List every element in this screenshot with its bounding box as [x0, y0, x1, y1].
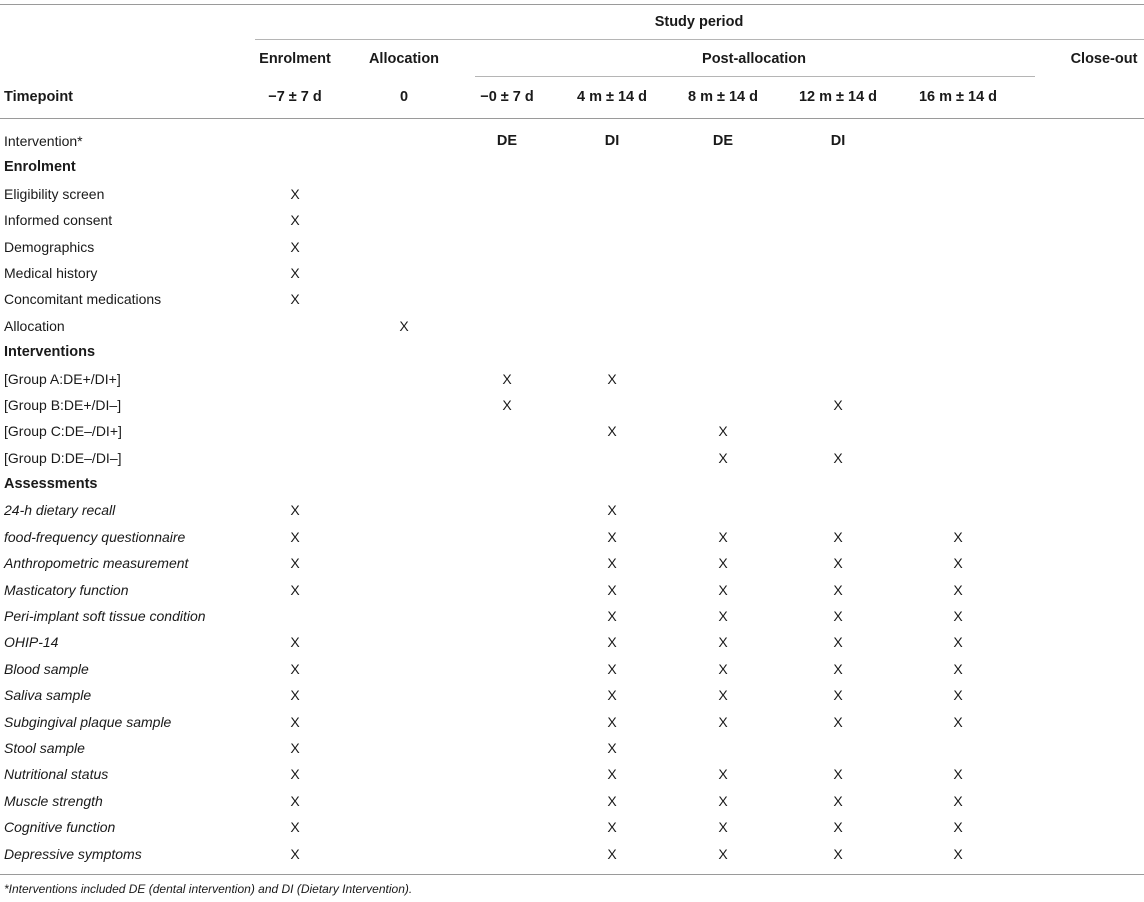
check-mark: X	[607, 634, 617, 651]
check-mark: X	[718, 687, 728, 704]
check-mark: X	[833, 792, 843, 809]
timepoint-post-4: 12 m ± 14 d	[798, 89, 878, 105]
table-row	[0, 128, 1144, 154]
check-mark: X	[953, 819, 963, 836]
check-mark: X	[290, 238, 300, 255]
table-row	[0, 366, 1144, 392]
check-mark: X	[718, 528, 728, 545]
check-mark: X	[399, 317, 409, 334]
check-mark: X	[953, 634, 963, 651]
check-mark: X	[833, 819, 843, 836]
section-row	[0, 339, 1144, 365]
check-mark: X	[833, 845, 843, 862]
row-label: [Group C:DE–/DI+]	[4, 423, 122, 440]
check-mark: X	[290, 819, 300, 836]
row-label: Medical history	[4, 264, 98, 281]
check-mark: X	[290, 555, 300, 572]
check-mark: X	[607, 766, 617, 783]
row-label: Depressive symptoms	[4, 845, 142, 862]
header-timepoint: Timepoint	[4, 89, 74, 105]
check-mark: X	[833, 713, 843, 730]
check-mark: X	[718, 608, 728, 625]
check-mark: X	[290, 528, 300, 545]
check-mark: X	[953, 792, 963, 809]
check-mark: X	[607, 660, 617, 677]
check-mark: X	[953, 845, 963, 862]
row-label: Nutritional status	[4, 766, 109, 783]
intervention-code: DI	[604, 133, 620, 149]
row-label: OHIP-14	[4, 634, 59, 651]
table-body	[0, 128, 1144, 867]
check-mark: X	[953, 687, 963, 704]
row-label: Concomitant medications	[4, 291, 162, 308]
check-mark: X	[290, 502, 300, 519]
check-mark: X	[290, 766, 300, 783]
check-mark: X	[718, 555, 728, 572]
check-mark: X	[502, 396, 512, 413]
table-row	[0, 814, 1144, 840]
table-row	[0, 577, 1144, 603]
header-post-allocation: Post-allocation	[702, 51, 806, 67]
check-mark: X	[718, 713, 728, 730]
check-mark: X	[290, 264, 300, 281]
check-mark: X	[607, 581, 617, 598]
table-row	[0, 682, 1144, 708]
row-label: Cognitive function	[4, 819, 116, 836]
check-mark: X	[833, 581, 843, 598]
table-bottom-rule	[0, 874, 1144, 875]
row-label: Eligibility screen	[4, 185, 105, 202]
check-mark: X	[953, 713, 963, 730]
row-label: Anthropometric measurement	[4, 555, 189, 572]
table-row	[0, 524, 1144, 550]
table-row	[0, 656, 1144, 682]
row-label: Stool sample	[4, 739, 85, 756]
timepoint-enrolment: −7 ± 7 d	[268, 89, 322, 105]
row-label: Enrolment	[4, 159, 76, 176]
check-mark: X	[290, 713, 300, 730]
check-mark: X	[290, 792, 300, 809]
intervention-code: DE	[712, 133, 734, 149]
check-mark: X	[607, 819, 617, 836]
check-mark: X	[290, 687, 300, 704]
row-label: Interventions	[4, 344, 96, 361]
check-mark: X	[607, 713, 617, 730]
table-row	[0, 181, 1144, 207]
row-label: Muscle strength	[4, 792, 103, 809]
table-row	[0, 735, 1144, 761]
intervention-code: DE	[496, 133, 518, 149]
row-label: 24-h dietary recall	[4, 502, 116, 519]
row-label: Saliva sample	[4, 687, 92, 704]
timepoint-post-5: 16 m ± 14 d	[918, 89, 998, 105]
table-row	[0, 313, 1144, 339]
header-study-period: Study period	[654, 14, 744, 30]
check-mark: X	[833, 555, 843, 572]
check-mark: X	[607, 502, 617, 519]
check-mark: X	[833, 449, 843, 466]
check-mark: X	[290, 660, 300, 677]
check-mark: X	[607, 739, 617, 756]
table-row	[0, 234, 1144, 260]
timepoint-post-3: 8 m ± 14 d	[687, 89, 759, 105]
intervention-code: DI	[830, 133, 846, 149]
check-mark: X	[833, 608, 843, 625]
timepoint-post-2: 4 m ± 14 d	[576, 89, 648, 105]
row-label: [Group D:DE–/DI–]	[4, 449, 122, 466]
header-bottom-rule	[0, 118, 1144, 119]
table-row	[0, 445, 1144, 471]
check-mark: X	[502, 370, 512, 387]
check-mark: X	[290, 185, 300, 202]
check-mark: X	[607, 423, 617, 440]
row-label: Assessments	[4, 476, 98, 493]
row-label: [Group A:DE+/DI+]	[4, 370, 121, 387]
table-row	[0, 497, 1144, 523]
table-footnote: *Interventions included DE (dental intervention) and DI (Dietary Intervention).	[4, 882, 413, 896]
check-mark: X	[718, 819, 728, 836]
check-mark: X	[607, 370, 617, 387]
check-mark: X	[953, 528, 963, 545]
header-close-out: Close-out	[1070, 51, 1138, 67]
row-label: Masticatory function	[4, 581, 129, 598]
timepoint-allocation: 0	[399, 89, 409, 105]
check-mark: X	[290, 212, 300, 229]
check-mark: X	[953, 555, 963, 572]
check-mark: X	[833, 528, 843, 545]
check-mark: X	[718, 449, 728, 466]
header-enrolment: Enrolment	[259, 51, 331, 67]
check-mark: X	[290, 581, 300, 598]
table-row	[0, 286, 1144, 312]
check-mark: X	[718, 423, 728, 440]
check-mark: X	[290, 291, 300, 308]
table-row	[0, 709, 1144, 735]
row-label: Informed consent	[4, 212, 113, 229]
check-mark: X	[607, 792, 617, 809]
row-label: [Group B:DE+/DI–]	[4, 396, 122, 413]
table-row	[0, 418, 1144, 444]
check-mark: X	[290, 845, 300, 862]
table-row	[0, 788, 1144, 814]
row-label: Peri-implant soft tissue condition	[4, 608, 206, 625]
header-allocation: Allocation	[368, 51, 440, 67]
check-mark: X	[718, 766, 728, 783]
check-mark: X	[607, 528, 617, 545]
check-mark: X	[953, 581, 963, 598]
table-row	[0, 207, 1144, 233]
check-mark: X	[290, 634, 300, 651]
check-mark: X	[833, 687, 843, 704]
check-mark: X	[290, 739, 300, 756]
table-row	[0, 392, 1144, 418]
section-row	[0, 471, 1144, 497]
check-mark: X	[953, 660, 963, 677]
table-top-rule	[0, 4, 1144, 5]
check-mark: X	[607, 555, 617, 572]
row-label: Demographics	[4, 238, 95, 255]
row-label: Subgingival plaque sample	[4, 713, 172, 730]
check-mark: X	[833, 396, 843, 413]
row-label: Allocation	[4, 317, 65, 334]
check-mark: X	[607, 845, 617, 862]
check-mark: X	[718, 634, 728, 651]
section-row	[0, 154, 1144, 180]
table-row	[0, 841, 1144, 867]
check-mark: X	[953, 608, 963, 625]
check-mark: X	[833, 634, 843, 651]
table-row	[0, 260, 1144, 286]
table-row	[0, 550, 1144, 576]
row-label: food-frequency questionnaire	[4, 528, 186, 545]
check-mark: X	[833, 660, 843, 677]
check-mark: X	[718, 792, 728, 809]
table-row	[0, 603, 1144, 629]
check-mark: X	[718, 845, 728, 862]
check-mark: X	[953, 766, 963, 783]
row-label: Blood sample	[4, 660, 89, 677]
study-period-rule	[255, 39, 1144, 40]
check-mark: X	[607, 687, 617, 704]
timepoint-post-1: −0 ± 7 d	[480, 89, 534, 105]
check-mark: X	[833, 766, 843, 783]
check-mark: X	[607, 608, 617, 625]
post-allocation-rule	[475, 76, 1035, 77]
table-row	[0, 629, 1144, 655]
check-mark: X	[718, 660, 728, 677]
row-label: Intervention*	[4, 133, 83, 149]
check-mark: X	[718, 581, 728, 598]
table-row	[0, 761, 1144, 787]
